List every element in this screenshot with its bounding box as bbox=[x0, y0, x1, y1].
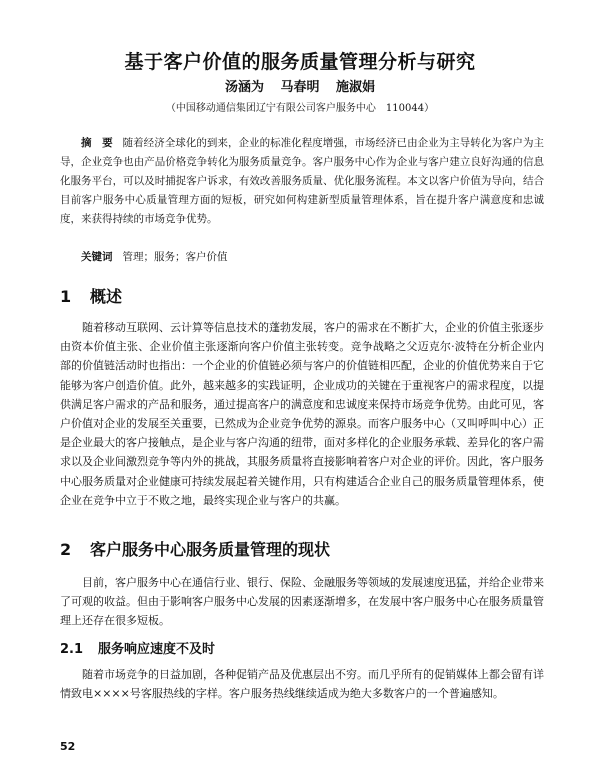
abstract bbox=[60, 134, 544, 229]
section-heading bbox=[60, 284, 122, 307]
body-paragraph: 随着移动互联网、云计算等信息技术的蓬勃发展，客户的需求在不断扩大，企业的价值主张逐步由资本价值主张、企业价值主张逐渐向客户价值主张转变。竞争战略之父迈克尔·波特在分析企业内部的价值链活动时也指出：一个企业的价值链必须与客户的价值链相匹配，企业的价值优势来自于它能够为客户创造价值。此外，越来越多的实践证明，企业成功的关键在于重视客户的需求程度，以提供满足客户需求的产品和服务，通过提高客户的满意度和忠诚度来保持市场竞争优势。由此可见，客户价值对企业的发展至关重要，已然成为企业竞争优势的源泉。而客户服务中心（又叫呼叫中心）正是企业最大的客户接触点，是企业与客户沟通的纽带，面对多样化的企业服务承载、差异化的客户需求以及企业间激烈竞争等内外的挑战，其服务质量将直接影响着客户对企业的评价。因此，客户服务中心服务质量对企业健康可持续发展起着关键作用，只有构建适合企业自己的服务质量管理体系，使企业在竞争中立于不败之地，最终实现企业与客户的共赢。 bbox=[60, 321, 544, 507]
section-number: 1 bbox=[60, 287, 72, 306]
page-number: 52 bbox=[60, 740, 76, 753]
author-list bbox=[0, 76, 600, 95]
keywords bbox=[81, 248, 544, 266]
abstract-text: 随着经济全球化的到来，企业的标准化程度增强，市场经济已由企业为主导转化为客户为主导，企业竞争也由产品价格竞争转化为服务质量竞争。客户服务中心作为企业与客户建立良好沟通的信息化服务平台，可以及时捕捉客户诉求，有效改善服务质量、优化服务流程。本文以客户价值为导向，结合目前客户服务中心质量管理方面的短板，研究如何构建新型质量管理体系，旨在提升客户满意度和忠诚度，来获得持续的市场竞争优势。 bbox=[60, 137, 545, 225]
author-name: 施淑娟 bbox=[336, 80, 376, 95]
author-name: 马春明 bbox=[280, 80, 320, 95]
keywords-text: 管理；服务；客户价值 bbox=[122, 251, 228, 263]
subsection-heading bbox=[60, 638, 215, 657]
body-paragraph: 随着市场竞争的日益加剧，各种促销产品及优惠层出不穷。而几乎所有的促销媒体上都会留有详情致电××××号客服热线的字样。客户服务热线继续适成为绝大多数客户的一个普遍感知。 bbox=[60, 668, 544, 701]
subsection-title: 服务响应速度不及时 bbox=[98, 642, 216, 657]
paper-title: 基于客户价值的服务质量管理分析与研究 bbox=[124, 51, 476, 73]
keywords-label: 关键词 bbox=[81, 251, 113, 263]
section-title: 客户服务中心服务质量管理的现状 bbox=[90, 540, 331, 559]
subsection-number: 2.1 bbox=[60, 642, 84, 657]
author-affiliation: （中国移动通信集团辽宁有限公司客户服务中心 110044） bbox=[165, 103, 435, 114]
author-name: 汤涵为 bbox=[224, 80, 264, 95]
section-heading bbox=[60, 537, 330, 560]
abstract-label: 摘 要 bbox=[81, 137, 113, 149]
section-title: 概述 bbox=[90, 287, 123, 306]
body-paragraph: 目前，客户服务中心在通信行业、银行、保险、金融服务等领域的发展速度迅猛，并给企业带来了可观的收益。但由于影响客户服务中心发展的因素逐渐增多，在发展中客户服务中心在服务质量管理上还存在很多短板。 bbox=[60, 576, 544, 628]
section-number: 2 bbox=[60, 540, 72, 559]
